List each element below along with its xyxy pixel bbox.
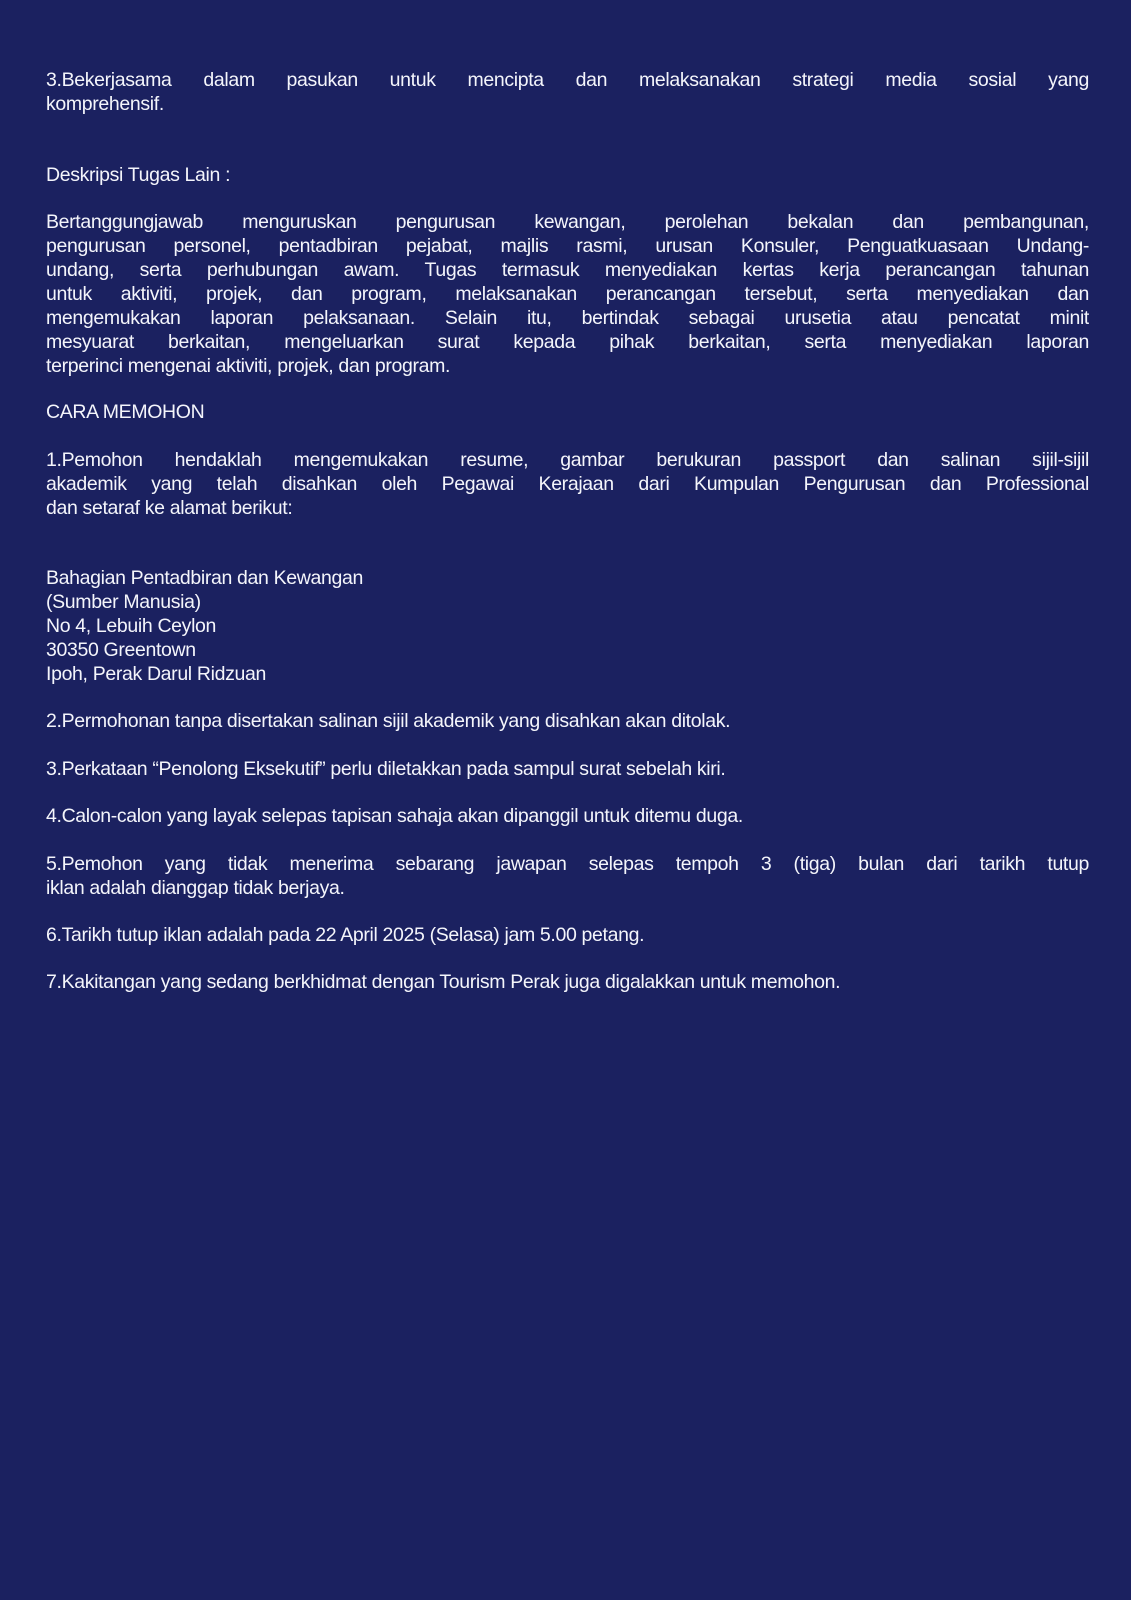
text-line: 2.Permohonan tanpa disertakan salinan sijil akademik yang disahkan akan ditolak. <box>46 710 731 732</box>
text-line: pengurusan personel, pentadbiran pejabat, majlis rasmi, urusan Konsuler, Penguatkuasaan Undang- <box>46 235 1089 257</box>
text-line: 5.Pemohon yang tidak menerima sebarang jawapan selepas tempoh 3 (tiga) bulan dari tarikh tutup <box>46 853 1089 875</box>
apply-item-5 <box>46 852 1089 900</box>
text-line: iklan adalah dianggap tidak berjaya. <box>46 877 345 899</box>
apply-item-6 <box>46 923 1089 947</box>
address-line: Ipoh, Perak Darul Ridzuan <box>46 663 266 685</box>
text-line: 3.Perkataan “Penolong Eksekutif” perlu diletakkan pada sampul surat sebelah kiri. <box>46 758 726 780</box>
apply-item-4 <box>46 804 1089 828</box>
text-line: akademik yang telah disahkan oleh Pegawai Kerajaan dari Kumpulan Pengurusan dan Professional <box>46 473 1089 495</box>
text-line: 3.Bekerjasama dalam pasukan untuk mencipta dan melaksanakan strategi media sosial yang <box>46 69 1089 91</box>
text-line: 4.Calon-calon yang layak selepas tapisan sahaja akan dipanggil untuk ditemu duga. <box>46 805 743 827</box>
address-line: No 4, Lebuih Ceylon <box>46 615 217 637</box>
apply-item-3 <box>46 757 1089 781</box>
text-line: mesyuarat berkaitan, mengeluarkan surat kepada pihak berkaitan, serta menyediakan laporan <box>46 331 1089 353</box>
heading-text: CARA MEMOHON <box>46 401 205 423</box>
text-line: 7.Kakitangan yang sedang berkhidmat dengan Tourism Perak juga digalakkan untuk memohon. <box>46 971 841 993</box>
how-to-apply-heading <box>46 400 1089 424</box>
text-line: mengemukakan laporan pelaksanaan. Selain itu, bertindak sebagai urusetia atau pencatat minit <box>46 307 1089 329</box>
apply-item-2 <box>46 709 1089 733</box>
text-line: komprehensif. <box>46 93 164 115</box>
text-line: terperinci mengenai aktiviti, projek, dan program. <box>46 355 451 377</box>
apply-item-7 <box>46 970 1089 994</box>
text-line: 6.Tarikh tutup iklan adalah pada 22 April 2025 (Selasa) jam 5.00 petang. <box>46 924 645 946</box>
other-duties-heading <box>46 163 1089 187</box>
text-line: undang, serta perhubungan awam. Tugas termasuk menyediakan kertas kerja perancangan tahunan <box>46 259 1089 281</box>
heading-text: Deskripsi Tugas Lain : <box>46 164 231 186</box>
text-line: dan setaraf ke alamat berikut: <box>46 497 293 519</box>
duty-item-3 <box>46 68 1089 116</box>
apply-item-1 <box>46 448 1089 520</box>
other-duties-paragraph <box>46 210 1089 378</box>
address-line: 30350 Greentown <box>46 639 196 661</box>
address-line: Bahagian Pentadbiran dan Kewangan <box>46 567 363 589</box>
text-line: 1.Pemohon hendaklah mengemukakan resume, gambar berukuran passport dan salinan sijil-sijil <box>46 449 1089 471</box>
text-line: Bertanggungjawab menguruskan pengurusan kewangan, perolehan bekalan dan pembangunan, <box>46 211 1089 233</box>
mailing-address <box>46 566 1089 686</box>
address-line: (Sumber Manusia) <box>46 591 201 613</box>
text-line: untuk aktiviti, projek, dan program, melaksanakan perancangan tersebut, serta menyediakan dan <box>46 283 1089 305</box>
